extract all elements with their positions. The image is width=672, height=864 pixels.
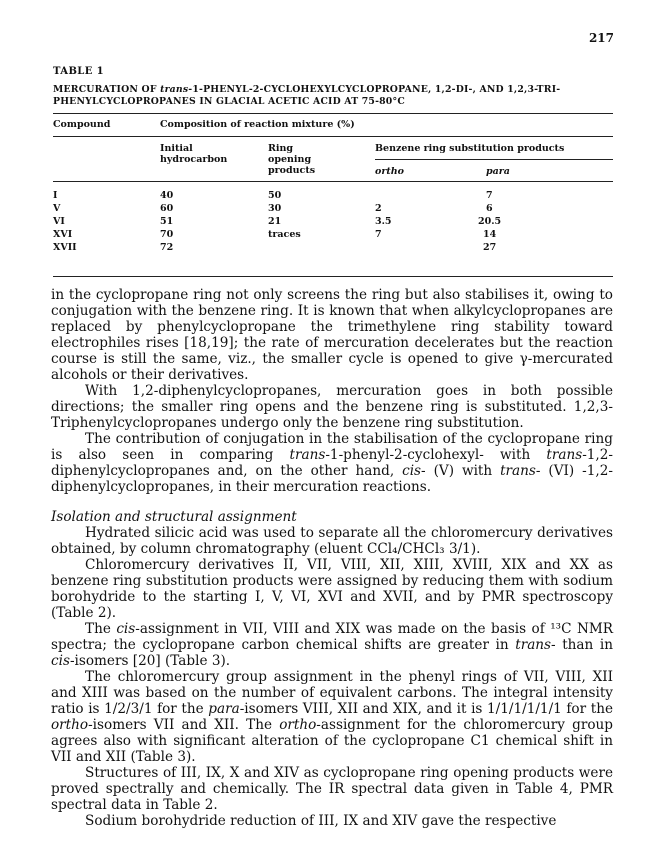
table-header-rule [53, 136, 613, 137]
row-initial: 70 [160, 229, 174, 240]
subheader-benzene: Benzene ring substitution products [375, 143, 565, 154]
paragraph: Chloromercury derivatives II, VII, VIII, XII, XIII, XVIII, XIX and XX as benzene ring substitution products were assigned by reducing them with sodium borohydride to the starting I, V, VI, XVI and XVII, and by PMR spectroscopy (Table 2). [51, 557, 613, 621]
paragraph: Hydrated silicic acid was used to separate all the chloromercury derivatives obtained, by column chromatography (eluent CCl₄/CHCl₃ 3/1). [51, 525, 613, 557]
table-title [53, 84, 613, 108]
table-label: TABLE 1 [53, 66, 104, 77]
italic-term: para [208, 701, 240, 717]
row-initial: 60 [160, 203, 174, 214]
row-ring: traces [268, 229, 301, 240]
col-composition-header: Composition of reaction mixture (%) [160, 119, 355, 130]
italic-term: trans [289, 447, 326, 463]
paragraph [51, 669, 613, 765]
row-para: 20.5 [478, 216, 502, 227]
italic-term: trans [500, 463, 536, 479]
table-bottom-rule [53, 276, 613, 277]
section-heading: Isolation and structural assignment [51, 509, 297, 525]
text-span: - than in [551, 637, 613, 653]
text-span: - (VI) -1,2-diphenylcyclopropanes, in their mercuration reactions. [51, 463, 613, 495]
row-para: 6 [486, 203, 493, 214]
body-text [51, 287, 613, 829]
text-span: -assignment in VII, VIII and XIX was made on the basis of ¹³C NMR spectra; the cyclopropane carbon chemical shifts are greater in [51, 621, 613, 653]
row-ortho: 3.5 [375, 216, 392, 227]
italic-term: trans [515, 637, 552, 653]
text-span: The chloromercury group assignment in the phenyl rings of VII, VIII, XII and XIII was based on the number of equivalent carbons. The integral intensity ratio is 1/2/3/1 for the [51, 669, 613, 717]
benzene-group-rule [375, 159, 613, 160]
text-span: -1,2-diphenylcyclopropanes and, on the other hand, [51, 447, 613, 479]
row-initial: 51 [160, 216, 174, 227]
table-title-italic: trans [160, 84, 189, 95]
row-ortho: 2 [375, 203, 382, 214]
paragraph [51, 431, 613, 495]
text-span: The [85, 621, 117, 637]
row-para: 27 [483, 242, 497, 253]
table-title-post: -1-PHENYL-2-CYCLOHEXYLCYCLOPROPANE, 1,2-DI-, AND 1,2,3-TRI-PHENYLCYCLOPROPANES IN GLACIAL ACETIC ACID AT 75-80°C [53, 84, 561, 107]
row-compound: XVII [53, 242, 77, 253]
text-span: The contribution of conjugation in the stabilisation of the cyclopropane ring is also seen in comparing [51, 431, 613, 463]
subheader-ring-opening: Ring opening products [268, 143, 316, 176]
text-span: -1-phenyl-2-cyclohexyl- with [325, 447, 547, 463]
subheader-initial: Initial hydrocarbon [160, 143, 228, 165]
text-span: - (V) with [421, 463, 501, 479]
row-compound: VI [53, 216, 65, 227]
italic-term: ortho [279, 717, 317, 733]
paragraph [51, 621, 613, 669]
row-compound: XVI [53, 229, 73, 240]
text-span: -isomers VII and XII. The [88, 717, 280, 733]
text-span: -assignment for the chloromercury group agrees also with significant alteration of the cyclopropane C1 chemical shift in VII and XII (Table 3). [51, 717, 613, 765]
row-compound: I [53, 190, 58, 201]
italic-term: cis [402, 463, 422, 479]
section-gap [51, 495, 613, 509]
subheader-ortho: ortho [375, 166, 404, 177]
text-span: -isomers [20] (Table 3). [69, 653, 231, 669]
paragraph: Sodium borohydride reduction of III, IX and XIV gave the respective [85, 813, 557, 829]
row-compound: V [53, 203, 61, 214]
row-ring: 50 [268, 190, 282, 201]
row-initial: 40 [160, 190, 174, 201]
paragraph: in the cyclopropane ring not only screens the ring but also stabilises it, owing to conjugation with the benzene ring. It is known that when alkylcyclopropanes are replaced by phenylcyclopropane the trimethylene ring stability toward electrophiles rises [18,19]; the rate of mercuration decelerates but the reaction course is still the same, viz., the smaller cycle is opened to give γ-mercurated alcohols or their derivatives. [51, 287, 613, 383]
row-para: 14 [483, 229, 497, 240]
italic-term: cis [51, 653, 70, 669]
row-initial: 72 [160, 242, 174, 253]
col-compound-header: Compound [53, 119, 111, 130]
row-ring: 30 [268, 203, 282, 214]
italic-term: cis [116, 621, 136, 637]
subheader-para: para [486, 166, 510, 177]
italic-term: ortho [51, 717, 89, 733]
page-number: 217 [588, 31, 614, 45]
table-subheader-rule [53, 181, 613, 182]
row-para: 7 [486, 190, 493, 201]
paragraph: Structures of III, IX, X and XIV as cyclopropane ring opening products were proved spectrally and chemically. The IR spectral data given in Table 4, PMR spectral data in Table 2. [51, 765, 613, 813]
italic-term: trans [546, 447, 583, 463]
row-ortho: 7 [375, 229, 382, 240]
row-ring: 21 [268, 216, 282, 227]
table-top-rule [53, 113, 613, 114]
paragraph: With 1,2-diphenylcyclopropanes, mercuration goes in both possible directions; the smaller ring opens and the benzene ring is substituted. 1,2,3-Triphenylcyclopropanes undergo only the benzene ring substitution. [51, 383, 613, 431]
table-title-pre: MERCURATION OF [53, 84, 161, 95]
text-span: -isomers VIII, XII and XIX, and it is 1/1/1/1/1/1 for the [239, 701, 613, 717]
